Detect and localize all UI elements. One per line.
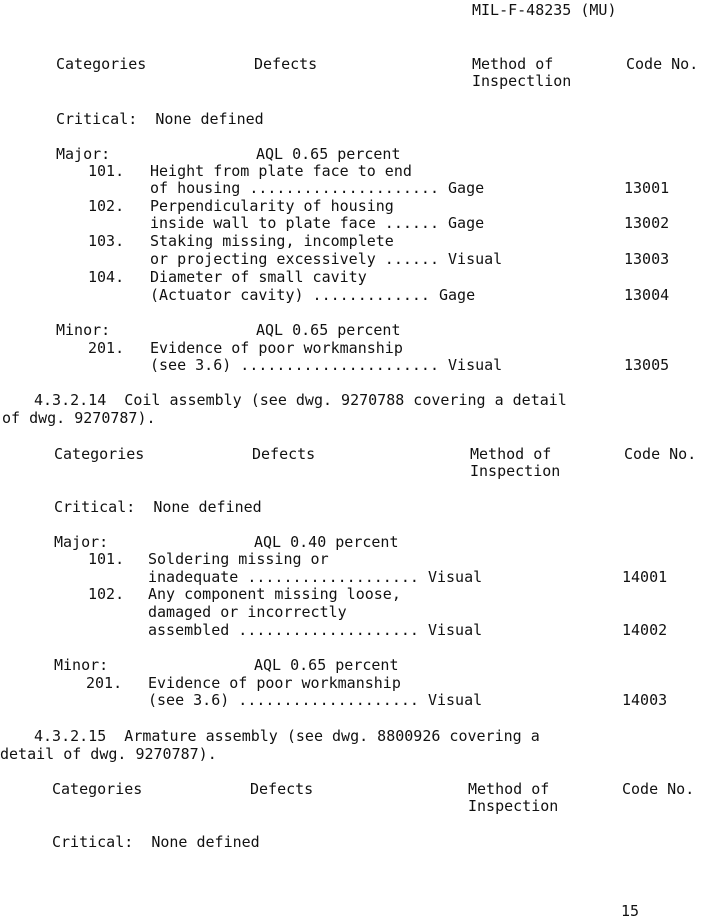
- critical-line: Critical: None defined: [56, 110, 264, 128]
- item-defect-cont: inside wall to plate face ...... Gage: [150, 214, 485, 232]
- item-code: 13004: [624, 286, 670, 304]
- item-defect: Height from plate face to end: [150, 162, 412, 180]
- item-code: 13001: [624, 179, 670, 197]
- column-header-method: Method of: [472, 55, 554, 73]
- column-header-categories: Categories: [54, 445, 145, 463]
- item-number: 102.: [88, 197, 125, 215]
- column-header-defects: Defects: [254, 55, 318, 73]
- item-defect-cont: or projecting excessively ...... Visual: [150, 250, 503, 268]
- column-header-method-line2: Inspection: [468, 797, 559, 815]
- item-defect-cont: (see 3.6) .................... Visual: [148, 691, 483, 709]
- item-number: 102.: [88, 585, 125, 603]
- item-code: 14001: [622, 568, 668, 586]
- item-defect: Staking missing, incomplete: [150, 232, 394, 250]
- item-defect-cont: damaged or incorrectly: [148, 603, 347, 621]
- minor-aql: AQL 0.65 percent: [254, 656, 399, 674]
- item-number: 101.: [88, 162, 125, 180]
- column-header-code: Code No.: [622, 780, 695, 798]
- paragraph-4-3-2-14-cont: of dwg. 9270787).: [2, 409, 156, 427]
- column-header-method: Method of: [468, 780, 550, 798]
- column-header-categories: Categories: [52, 780, 143, 798]
- paragraph-4-3-2-15: 4.3.2.15 Armature assembly (see dwg. 8800926 covering a: [34, 727, 540, 745]
- document-id: MIL-F-48235 (MU): [472, 1, 617, 19]
- item-defect-cont: assembled .................... Visual: [148, 621, 483, 639]
- critical-line: Critical: None defined: [54, 498, 262, 516]
- column-header-method: Method of: [470, 445, 552, 463]
- minor-aql: AQL 0.65 percent: [256, 321, 401, 339]
- paragraph-4-3-2-14: 4.3.2.14 Coil assembly (see dwg. 9270788 covering a detail: [34, 391, 567, 409]
- item-defect: Any component missing loose,: [148, 585, 401, 603]
- item-defect-cont: (Actuator cavity) ............. Gage: [150, 286, 476, 304]
- column-header-defects: Defects: [250, 780, 314, 798]
- critical-line: Critical: None defined: [52, 833, 260, 851]
- major-label: Major:: [56, 145, 111, 163]
- item-number: 104.: [88, 268, 125, 286]
- minor-label: Minor:: [54, 656, 109, 674]
- item-code: 14002: [622, 621, 668, 639]
- column-header-method-line2: Inspection: [470, 462, 561, 480]
- item-defect-cont: inadequate ................... Visual: [148, 568, 483, 586]
- item-number: 101.: [88, 550, 125, 568]
- minor-label: Minor:: [56, 321, 111, 339]
- major-aql: AQL 0.65 percent: [256, 145, 401, 163]
- item-defect: Perpendicularity of housing: [150, 197, 394, 215]
- page-number: 15: [621, 902, 640, 920]
- column-header-defects: Defects: [252, 445, 316, 463]
- major-aql: AQL 0.40 percent: [254, 533, 399, 551]
- item-defect-cont: of housing ..................... Gage: [150, 179, 485, 197]
- column-header-code: Code No.: [624, 445, 697, 463]
- item-code: 14003: [622, 691, 668, 709]
- item-defect: Evidence of poor workmanship: [148, 674, 401, 692]
- item-defect-cont: (see 3.6) ...................... Visual: [150, 356, 503, 374]
- item-code: 13003: [624, 250, 670, 268]
- column-header-method-line2: Inspectlion: [472, 72, 572, 90]
- item-code: 13005: [624, 356, 670, 374]
- item-number: 103.: [88, 232, 125, 250]
- item-code: 13002: [624, 214, 670, 232]
- paragraph-4-3-2-15-cont: detail of dwg. 9270787).: [0, 745, 217, 763]
- item-defect: Soldering missing or: [148, 550, 329, 568]
- item-defect: Evidence of poor workmanship: [150, 339, 403, 357]
- column-header-code: Code No.: [626, 55, 699, 73]
- column-header-categories: Categories: [56, 55, 147, 73]
- item-number: 201.: [86, 674, 123, 692]
- item-number: 201.: [88, 339, 125, 357]
- major-label: Major:: [54, 533, 109, 551]
- item-defect: Diameter of small cavity: [150, 268, 367, 286]
